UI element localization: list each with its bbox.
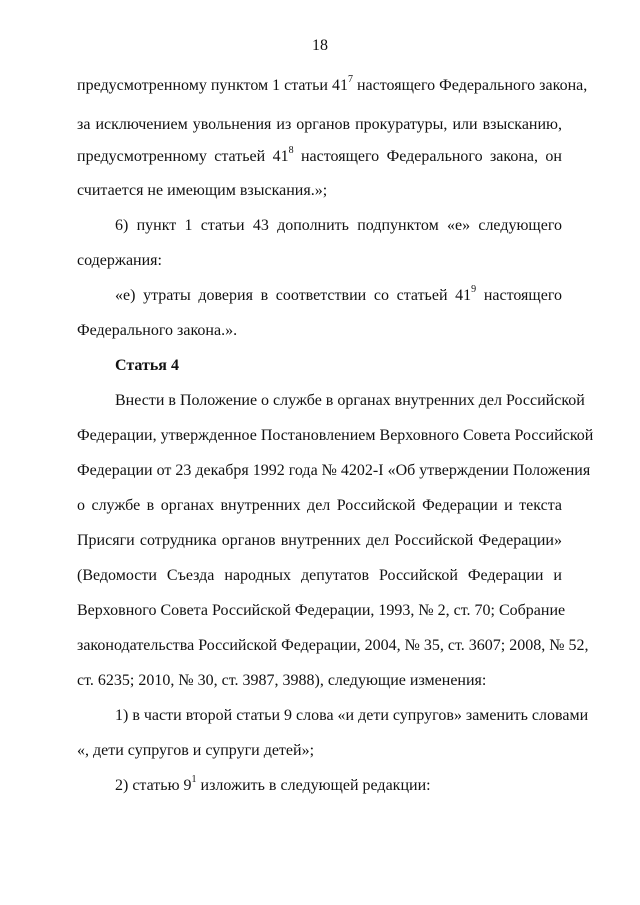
text-line: Внести в Положение о службе в органах внутренних дел Российской [115,392,585,409]
text-line: о службе в органах внутренних дел Российской Федерации и текста [77,497,562,514]
text-line: предусмотренному статьей $41^8$ настоящего Федерального закона, он [77,144,562,165]
superscript: 7 [347,73,353,85]
page-number: 18 [312,37,328,54]
text-line: содержания: [77,252,162,269]
superscript: 8 [288,144,294,156]
text-line: Федерации, утвержденное Постановлением Верховного Совета Российской [77,427,594,444]
article-heading: Статья 4 [115,357,179,374]
text-line: считается не имеющим взыскания.»; [77,182,328,199]
text-line: «, дети супругов и супруги детей»; [77,742,315,759]
text-line: Федерации от 23 декабря 1992 года № 4202-I «Об утверждении Положения [77,462,591,479]
text-line: Присяги сотрудника органов внутренних дел Российской Федерации» [77,532,562,549]
text-line: законодательства Российской Федерации, 2004, № 35, ст. 3607; 2008, № 52, [77,637,589,654]
text-line: 1) в части второй статьи 9 слова «и дети супругов» заменить словами [115,707,589,724]
text-line: ст. 6235; 2010, № 30, ст. 3987, 3988), следующие изменения: [77,672,487,689]
text-line: 2) статью $9^1$ изложить в следующей редакции: [115,773,431,794]
superscript: 1 [191,773,197,785]
text-line: предусмотренному пунктом 1 статьи $41^7$ настоящего Федерального закона, [77,73,588,94]
text-line: (Ведомости Съезда народных депутатов Российской Федерации и [77,567,562,584]
text-line: Верховного Совета Российской Федерации, 1993, № 2, ст. 70; Собрание [77,602,566,619]
text-line: за исключением увольнения из органов прокуратуры, или взысканию, [77,116,562,133]
text-line: «е) утраты доверия в соответствии со статьей $41^9$ настоящего [115,283,563,304]
superscript: 9 [471,283,477,295]
text-line: 6) пункт 1 статьи 43 дополнить подпунктом «е» следующего [115,217,562,234]
text-line: Федерального закона.». [77,322,238,339]
